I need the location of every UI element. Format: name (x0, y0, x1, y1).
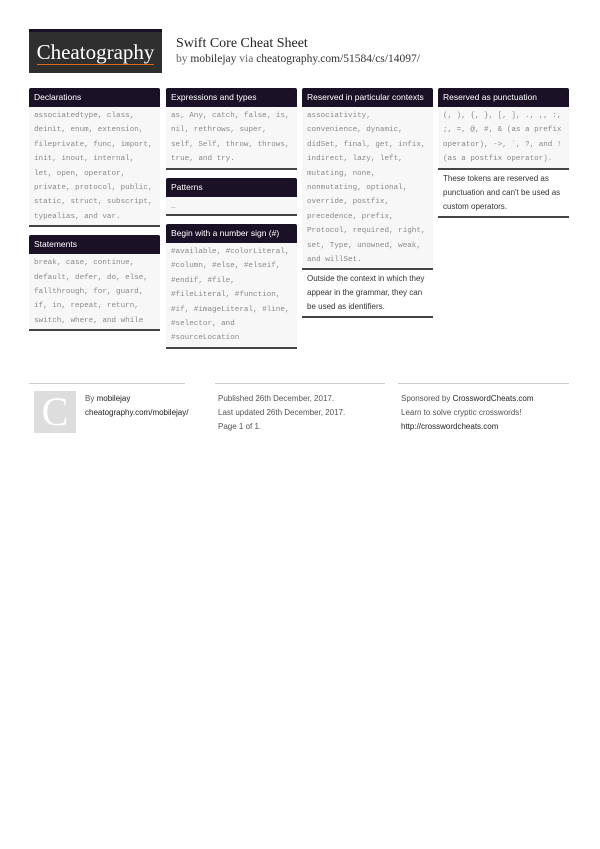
section-block (166, 224, 297, 349)
footer-author-url[interactable]: cheatography.com/mobilejay/ (85, 408, 189, 417)
footer-author-link[interactable]: mobilejay (96, 394, 131, 403)
section-note: These tokens are reserved as punctuation and can't be used as custom operators. (438, 168, 569, 216)
section-body: #available, #colorLiteral, #column, #else, #elseif, #endif, #file, #fileLiteral, #function, #if, #imageLiteral, #line, #selector, and #sourceLocation (166, 243, 297, 347)
section-header: Reserved as punctuation (438, 88, 569, 107)
section-body: (, ), {, }, [, ], ., ,, :, ;, =, @, #, & (as a prefix operator), ->, `, ?, and ! (as a postfix operator). (438, 107, 569, 168)
section-header: Expressions and types (166, 88, 297, 107)
cheatography-logo[interactable]: Cheatography (29, 29, 162, 73)
page-title: Swift Core Cheat Sheet (176, 36, 308, 51)
section-header: Reserved in particular contexts (302, 88, 433, 107)
section-header: Begin with a number sign (#) (166, 224, 297, 243)
section-header: Declarations (29, 88, 160, 107)
column (166, 88, 297, 357)
section-block (302, 88, 433, 318)
section-block (166, 178, 297, 216)
section-header: Patterns (166, 178, 297, 197)
section-body: break, case, continue, default, defer, do, else, fallthrough, for, guard, if, in, repeat, return, switch, where, and while (29, 254, 160, 329)
avatar: C (34, 391, 76, 433)
section-body: as, Any, catch, false, is, nil, rethrows, super, self, Self, throw, throws, true, and try. (166, 107, 297, 168)
section-block (29, 88, 160, 227)
byline: by mobilejay via cheatography.com/51584/cs/14097/ (176, 53, 420, 65)
footer-divider (215, 383, 385, 384)
section-block (29, 235, 160, 331)
section-body: associativity, convenience, dynamic, didSet, final, get, infix, indirect, lazy, left, mutating, none, nonmutating, optional, override, postfix, precedence, prefix, Protocol, required, right, set, Type, unowned, weak, and willSet. (302, 107, 433, 268)
section-body: _ (166, 197, 297, 214)
footer-divider (29, 383, 185, 384)
sponsor-link[interactable]: CrosswordCheats.com (452, 394, 534, 403)
section-note: Outside the context in which they appear in the grammar, they can be used as identifiers. (302, 268, 433, 316)
section-block (438, 88, 569, 218)
column (438, 88, 569, 226)
author-link[interactable]: mobilejay (190, 53, 237, 65)
sponsor-url[interactable]: http://crosswordcheats.com (401, 422, 499, 431)
column (302, 88, 433, 326)
footer-sponsor: Sponsored by CrosswordCheats.com Learn to solve cryptic crosswords! http://crosswordcheats.com (401, 392, 534, 434)
sheet-url-link[interactable]: cheatography.com/51584/cs/14097/ (256, 53, 420, 65)
footer-divider (398, 383, 569, 384)
section-block (166, 88, 297, 170)
section-body: associatedtype, class, deinit, enum, extension, fileprivate, func, import, init, inout, internal, let, open, operator, private, protocol, public, static, struct, subscript, typealias, and var. (29, 107, 160, 225)
footer-author: By mobilejay cheatography.com/mobilejay/ (85, 392, 188, 420)
section-header: Statements (29, 235, 160, 254)
column (29, 88, 160, 339)
footer-dates: Published 26th December, 2017. Last updated 26th December, 2017. Page 1 of 1. (218, 394, 346, 431)
